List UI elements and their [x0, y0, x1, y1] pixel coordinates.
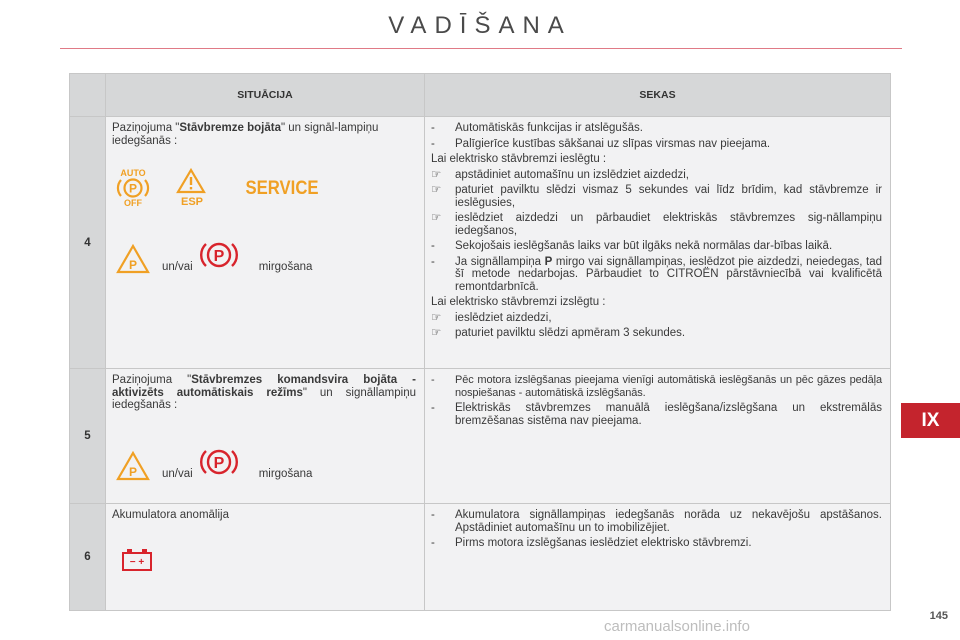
svg-text:SERVICE: SERVICE [245, 177, 319, 199]
list-item: ☞ apstādiniet automašīnu un izslēdziet aizdedzi, [431, 168, 689, 181]
svg-text:ESP: ESP [180, 196, 204, 207]
parking-brake-red-icon [199, 238, 239, 272]
list-item: - Automātiskās funkcijas ir atslēgušās. [431, 122, 643, 134]
svg-text:P: P [128, 258, 138, 272]
row-number: 4 [70, 117, 106, 369]
situation-cell [106, 117, 425, 369]
table-row [70, 117, 891, 369]
list-item: ☞ paturiet pavilktu slēdzi vismaz 5 sekundes vai līdz brīdim, kad stāvbremze ir ieslēgusies, [431, 184, 882, 209]
list-item: - Sekojošais ieslēgšanās laiks var būt ilgāks nekā normālas dar-bības laikā. [431, 240, 833, 252]
situation-text: Paziņojuma "Stāvbremze bojāta" un signāl-lampiņu iedegšanās : [112, 122, 379, 147]
svg-text:P: P [128, 181, 138, 196]
blinking-label: mirgošana [258, 467, 313, 480]
list-item: - Akumulatora signāllampiņas iedegšanās norāda uz nekavējošu apstāšanos. Apstādiniet automašīnu un to imobilizējiet. [431, 509, 882, 534]
brake-warning-triangle-icon [116, 451, 150, 481]
row-number: 6 [70, 504, 106, 611]
svg-text:P: P [213, 455, 225, 472]
or-label: un/vai [162, 260, 193, 273]
pointer-icon: ☞ [431, 168, 442, 181]
situation-cell [106, 504, 425, 611]
list-item: ☞ paturiet pavilktu slēdzi apmēram 3 sekundes. [431, 327, 686, 339]
brake-icons-row [116, 244, 312, 274]
svg-text:− +: − + [129, 557, 145, 568]
esp-warning-icon [174, 167, 208, 207]
pointer-icon: ☞ [431, 327, 442, 339]
table-header-row [70, 74, 891, 117]
watermark: carmanualsonline.info [604, 618, 750, 635]
svg-text:OFF: OFF [124, 198, 142, 207]
instruction-heading: Lai elektrisko stāvbremzi izslēgtu : [431, 296, 606, 308]
result-cell [425, 117, 891, 369]
brake-warning-triangle-icon [116, 244, 150, 274]
list-item: - Pirms motora izslēgšanas ieslēdziet elektrisko stāvbremzi. [431, 537, 752, 549]
result-cell [425, 369, 891, 504]
table-row [70, 504, 891, 611]
situation-text: Paziņojuma "Stāvbremzes komandsvira bojāta - aktivizēts automātiskais režīms" un signāllampiņu iedegšanās : [112, 374, 416, 411]
page-title: VADĪŠANA [388, 12, 572, 39]
instruction-heading: Lai elektrisko stāvbremzi ieslēgtu : [431, 153, 607, 165]
situation-text: Akumulatora anomālija [112, 509, 229, 521]
list-item: - Palīgierīce kustības sākšanai uz slīpas virsmas nav pieejama. [431, 137, 771, 150]
row-number: 5 [70, 369, 106, 504]
auto-parking-brake-off-icon [116, 167, 150, 207]
battery-warning-icon [120, 548, 154, 572]
brake-icons-row [116, 451, 312, 481]
svg-text:P: P [213, 248, 225, 265]
list-item: - Elektriskās stāvbremzes manuālā ieslēgšana/izslēgšana un ekstremālās bremzēšanas sistēma nav pieejama. [431, 402, 882, 427]
warning-icons-row [116, 167, 322, 207]
pointer-icon: ☞ [431, 184, 442, 196]
header-result: SEKAS [425, 74, 891, 117]
header-number-cell [70, 74, 106, 117]
battery-icon-row [120, 548, 154, 572]
chapter-tab: IX [901, 403, 960, 438]
list-item: - Ja signāllampiņa P mirgo vai signāllampiņas, ieslēdzot pie aizdedzi, neiedegas, tad šī metode nedarbojas. Pārbaudiet to CITROËN pārstāvniecībā vai kvalificētā remontdarbnīcā. [431, 255, 882, 293]
or-label: un/vai [162, 467, 193, 480]
result-cell [425, 504, 891, 611]
page-number: 145 [929, 610, 948, 622]
title-divider [60, 48, 902, 49]
svg-text:AUTO: AUTO [120, 168, 146, 178]
list-item: ☞ ieslēdziet aizdedzi, [431, 311, 552, 324]
situation-cell [106, 369, 425, 504]
svg-text:P: P [128, 465, 138, 479]
header-situation: SITUĀCIJA [106, 74, 425, 117]
warning-table [69, 73, 891, 611]
pointer-icon: ☞ [431, 311, 442, 324]
pointer-icon: ☞ [431, 212, 442, 224]
parking-brake-red-icon [199, 445, 239, 479]
service-warning-icon [242, 172, 322, 202]
list-item: - Pēc motora izslēgšanas pieejama vienīgi automātiskā ieslēgšanās un pēc gāzes pedāļa nospiešanas - automātiskā izslēgšanās. [431, 374, 882, 399]
table-row [70, 369, 891, 504]
list-item: ☞ ieslēdziet aizdedzi un pārbaudiet elektriskās stāvbremzes sig-nāllampiņu iedegšanos, [431, 212, 882, 237]
blinking-label: mirgošana [258, 260, 313, 273]
